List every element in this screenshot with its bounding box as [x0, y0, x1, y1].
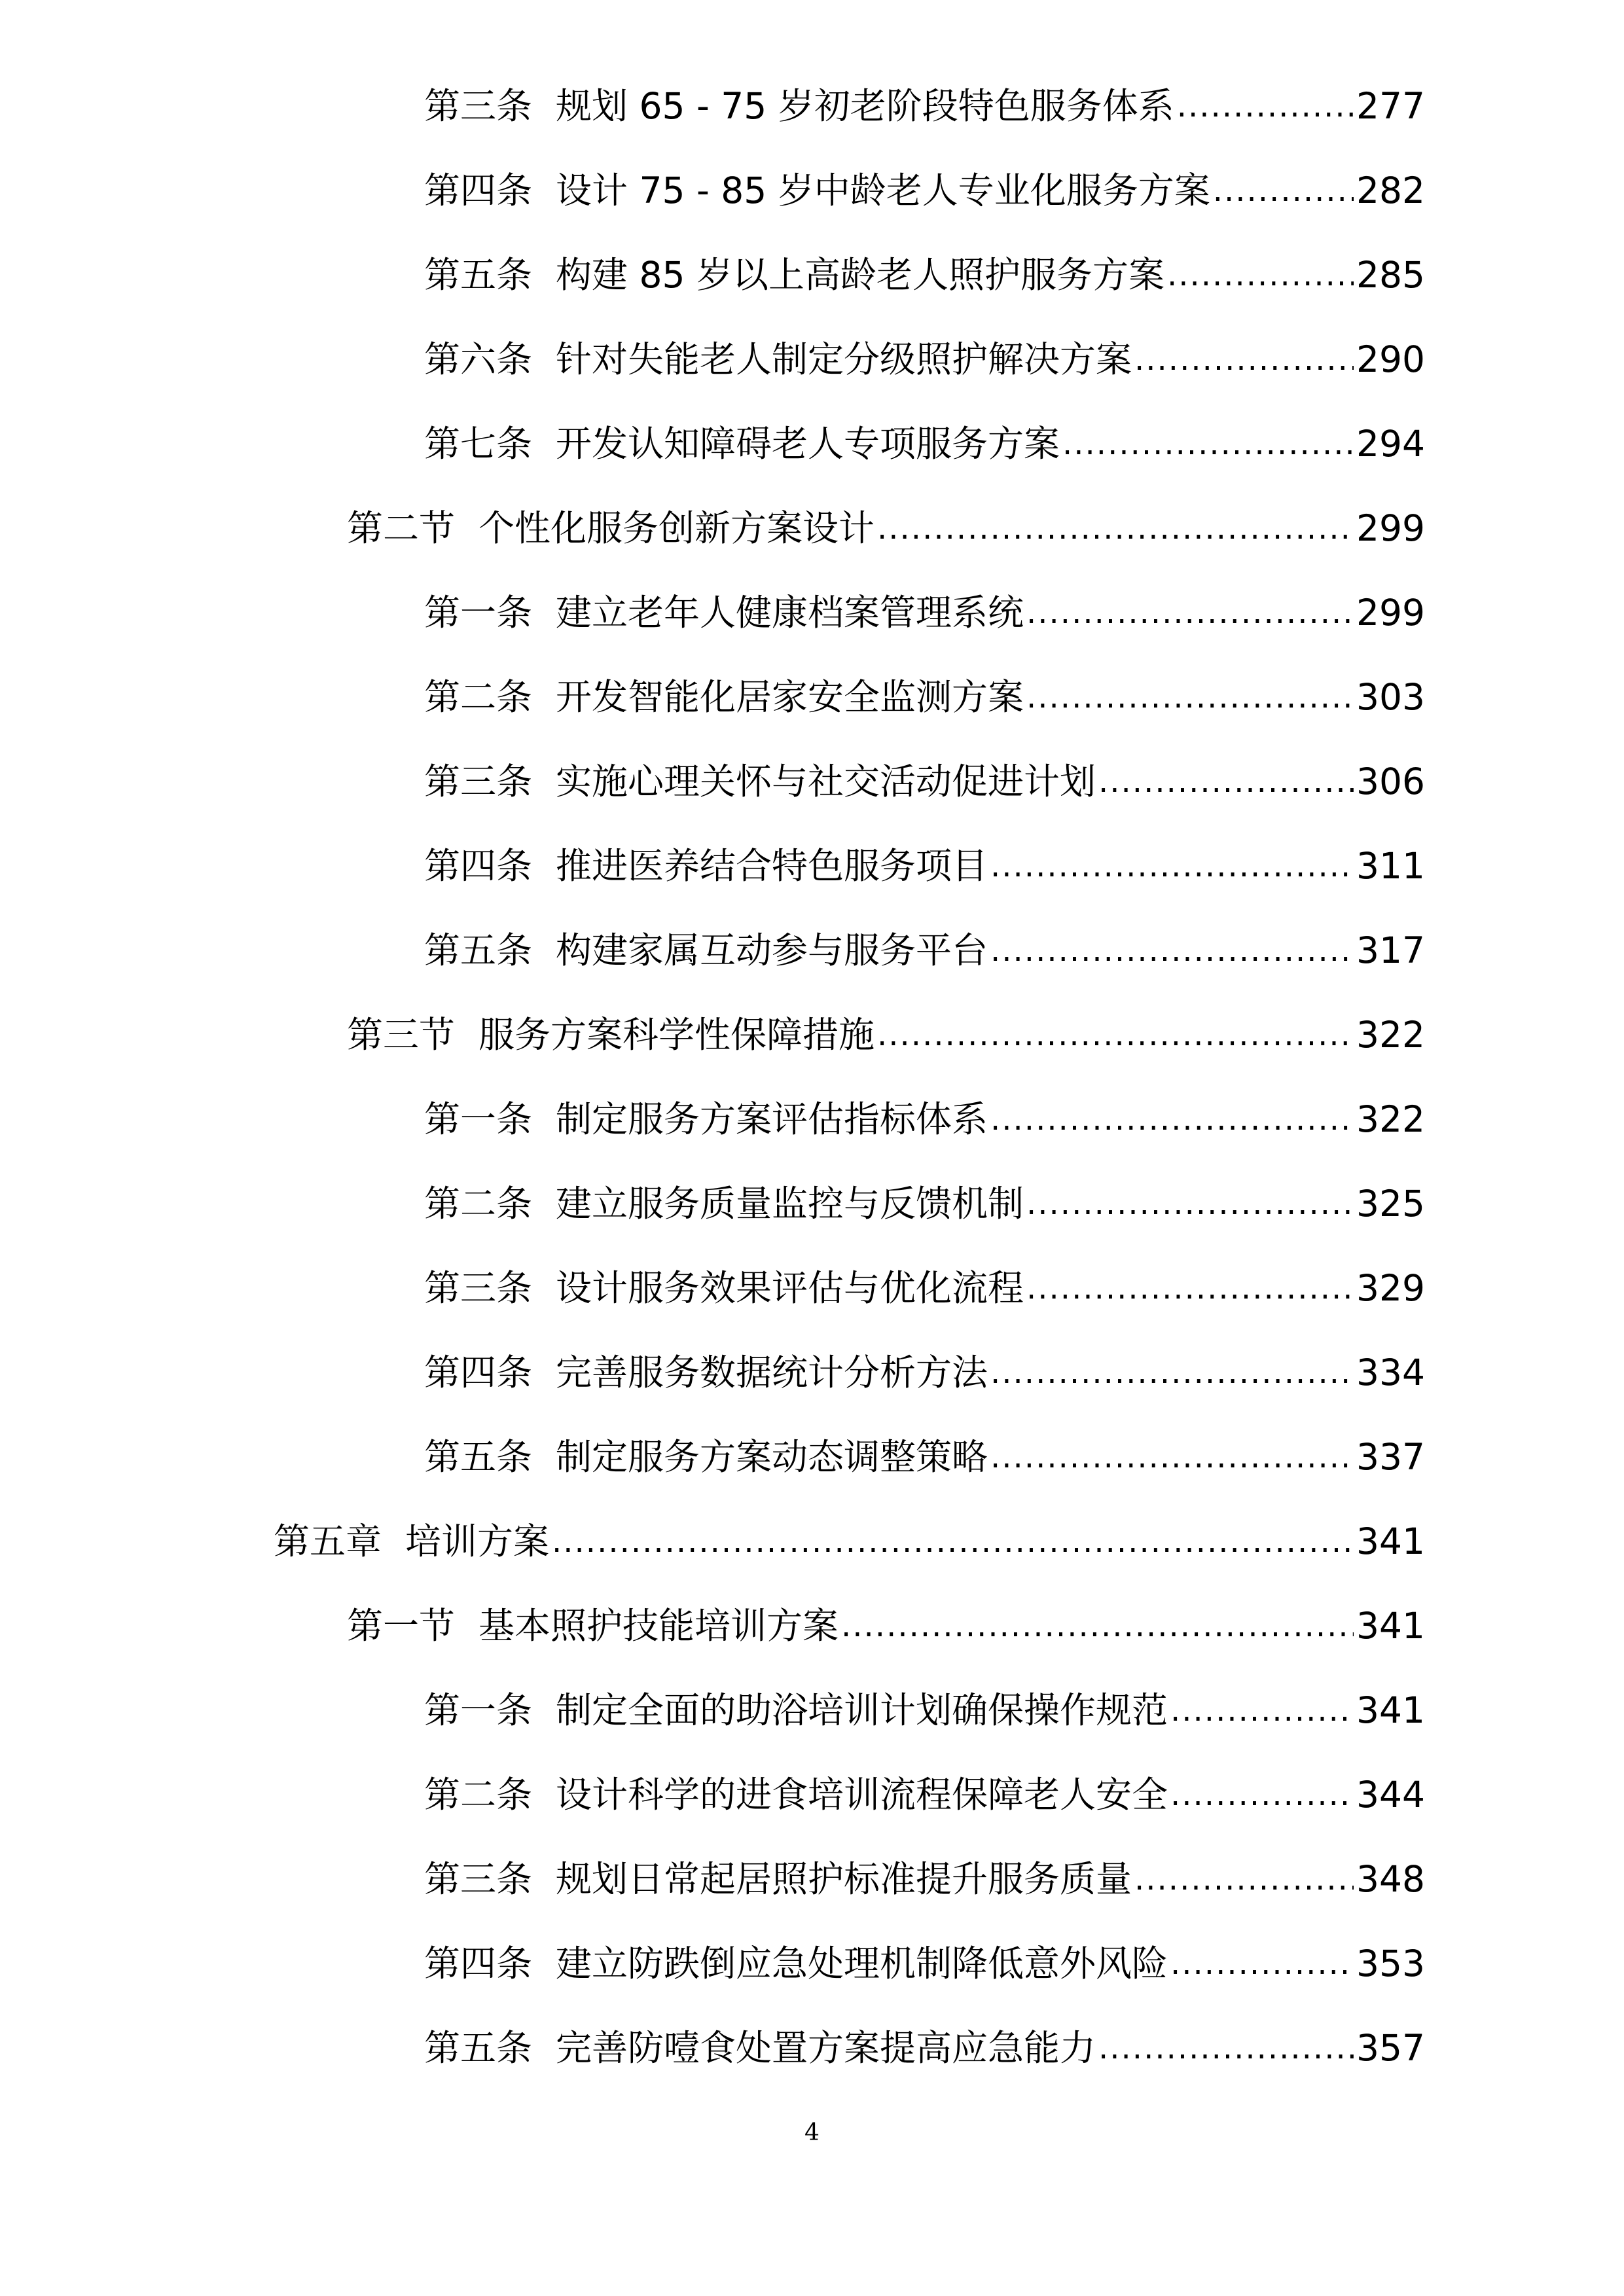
dot-leader [1026, 671, 1354, 723]
dot-leader [1213, 164, 1354, 217]
toc-entry[interactable] [424, 1937, 1425, 1990]
toc-entry-page: 344 [1356, 1774, 1425, 1816]
toc-entry-title: 构建家属互动参与服务平台 [556, 929, 988, 971]
toc-entry-title: 完善防噎食处置方案提高应急能力 [556, 2027, 1096, 2069]
toc-entry-title: 建立服务质量监控与反馈机制 [556, 1183, 1024, 1225]
toc-entry-page: 329 [1356, 1267, 1425, 1309]
toc-entry-title: 构建 85 岁以上高龄老人照护服务方案 [556, 254, 1164, 296]
toc-entry-label: 第一条 [424, 1098, 533, 1140]
toc-entry-label: 第四条 [424, 170, 533, 211]
toc-entry[interactable] [424, 1684, 1425, 1736]
toc-entry-label: 第三节 [347, 1014, 456, 1056]
toc-entry-page: 322 [1356, 1098, 1425, 1140]
dot-leader [990, 1431, 1354, 1483]
toc-entry-title: 设计科学的进食培训流程保障老人安全 [556, 1774, 1168, 1816]
toc-entry-label: 第四条 [424, 1352, 533, 1393]
toc-entry-page: 341 [1356, 1605, 1425, 1647]
toc-entry[interactable] [424, 924, 1425, 977]
toc-entry-title: 建立老年人健康档案管理系统 [556, 592, 1024, 634]
dot-leader [1170, 1937, 1354, 1990]
toc-entry-label: 第二条 [424, 676, 533, 718]
toc-entry-label: 第六条 [424, 338, 533, 380]
toc-entry[interactable] [424, 2022, 1425, 2074]
toc-entry-label: 第五条 [424, 929, 533, 971]
toc-entry-page: 341 [1356, 1520, 1425, 1562]
toc-entry-title: 设计 75 - 85 岁中龄老人专业化服务方案 [556, 170, 1210, 211]
toc-entry-title: 制定服务方案动态调整策略 [556, 1436, 988, 1478]
toc-entry-title: 培训方案 [405, 1520, 550, 1562]
toc-entry[interactable] [424, 249, 1425, 301]
toc-entry-page: 277 [1356, 85, 1425, 127]
toc-entry-page: 306 [1356, 761, 1425, 802]
toc-entry-title: 个性化服务创新方案设计 [478, 507, 875, 549]
toc-entry-title: 基本照护技能培训方案 [478, 1605, 839, 1647]
toc-entry-page: 334 [1356, 1352, 1425, 1393]
toc-entry-label: 第三条 [424, 1858, 533, 1900]
toc-entry-title: 服务方案科学性保障措施 [478, 1014, 875, 1056]
toc-entry[interactable] [274, 1515, 1425, 1568]
toc-entry-page: 317 [1356, 929, 1425, 971]
toc-entry-title: 制定服务方案评估指标体系 [556, 1098, 988, 1140]
toc-entry[interactable] [424, 1177, 1425, 1230]
toc-entry[interactable] [424, 164, 1425, 217]
toc-entry[interactable] [424, 1346, 1425, 1399]
toc-entry-page: 285 [1356, 254, 1425, 296]
dot-leader [1134, 333, 1354, 386]
toc-entry[interactable] [347, 1009, 1425, 1061]
toc-entry-label: 第五章 [274, 1520, 382, 1562]
dot-leader [1177, 80, 1354, 132]
toc-entry-label: 第四条 [424, 845, 533, 887]
toc-entry-page: 337 [1356, 1436, 1425, 1478]
toc-entry-title: 制定全面的助浴培训计划确保操作规范 [556, 1689, 1168, 1731]
toc-entry-label: 第四条 [424, 1943, 533, 1984]
toc-entry-title: 开发认知障碍老人专项服务方案 [556, 423, 1060, 465]
toc-entry-label: 第三条 [424, 1267, 533, 1309]
toc-entry-page: 325 [1356, 1183, 1425, 1225]
toc-entry-page: 294 [1356, 423, 1425, 465]
dot-leader [990, 840, 1354, 892]
dot-leader [1170, 1684, 1354, 1736]
dot-leader [877, 1009, 1354, 1061]
toc-entry-page: 341 [1356, 1689, 1425, 1731]
toc-entry-title: 设计服务效果评估与优化流程 [556, 1267, 1024, 1309]
dot-leader [841, 1600, 1354, 1652]
toc-entry[interactable] [424, 80, 1425, 132]
toc-entry-label: 第二节 [347, 507, 456, 549]
dot-leader [990, 1346, 1354, 1399]
toc-entry-label: 第一节 [347, 1605, 456, 1647]
toc-entry[interactable] [424, 418, 1425, 470]
dot-leader [1170, 1768, 1354, 1821]
toc-entry-label: 第一条 [424, 592, 533, 634]
toc-entry[interactable] [424, 1262, 1425, 1314]
toc-entry-title: 推进医养结合特色服务项目 [556, 845, 988, 887]
dot-leader [1026, 1262, 1354, 1314]
dot-leader [990, 1093, 1354, 1145]
toc-entry[interactable] [347, 1600, 1425, 1652]
dot-leader [552, 1515, 1354, 1568]
toc-entry-label: 第五条 [424, 254, 533, 296]
toc-entry-label: 第五条 [424, 1436, 533, 1478]
toc-entry-label: 第五条 [424, 2027, 533, 2069]
toc-entry-title: 针对失能老人制定分级照护解决方案 [556, 338, 1132, 380]
toc-entry-label: 第一条 [424, 1689, 533, 1731]
toc-entry-title: 实施心理关怀与社交活动促进计划 [556, 761, 1096, 802]
toc-entry-title: 建立防跌倒应急处理机制降低意外风险 [556, 1943, 1168, 1984]
dot-leader [1167, 249, 1354, 301]
toc-entry-title: 开发智能化居家安全监测方案 [556, 676, 1024, 718]
toc-entry-label: 第二条 [424, 1183, 533, 1225]
toc-entry[interactable] [347, 502, 1425, 554]
toc-entry-title: 完善服务数据统计分析方法 [556, 1352, 988, 1393]
toc-entry-page: 353 [1356, 1943, 1425, 1984]
page-number: 4 [804, 2119, 820, 2146]
dot-leader [1026, 1177, 1354, 1230]
toc-entry-label: 第七条 [424, 423, 533, 465]
dot-leader [1026, 586, 1354, 639]
toc-entry[interactable] [424, 1431, 1425, 1483]
toc-entry-label: 第三条 [424, 85, 533, 127]
toc-entry-title: 规划 65 - 75 岁初老阶段特色服务体系 [556, 85, 1174, 127]
toc-entry-page: 311 [1356, 845, 1425, 887]
toc-entry[interactable] [424, 1853, 1425, 1905]
toc-entry-page: 322 [1356, 1014, 1425, 1056]
toc-entry-page: 290 [1356, 338, 1425, 380]
dot-leader [1098, 2022, 1354, 2074]
toc-entry-label: 第三条 [424, 761, 533, 802]
toc-entry-page: 348 [1356, 1858, 1425, 1900]
toc-entry[interactable] [424, 755, 1425, 808]
toc-entry[interactable] [424, 1093, 1425, 1145]
dot-leader [1062, 418, 1354, 470]
toc-entry-page: 299 [1356, 507, 1425, 549]
toc-entry-page: 282 [1356, 170, 1425, 211]
toc-entry-page: 299 [1356, 592, 1425, 634]
toc-entry-title: 规划日常起居照护标准提升服务质量 [556, 1858, 1132, 1900]
dot-leader [877, 502, 1354, 554]
toc-entry[interactable] [424, 840, 1425, 892]
dot-leader [1098, 755, 1354, 808]
toc-entry[interactable] [424, 333, 1425, 386]
toc-entry[interactable] [424, 1768, 1425, 1821]
dot-leader [1134, 1853, 1354, 1905]
toc-entry-label: 第二条 [424, 1774, 533, 1816]
toc-entry-page: 303 [1356, 676, 1425, 718]
toc-entry[interactable] [424, 586, 1425, 639]
toc-entry[interactable] [424, 671, 1425, 723]
dot-leader [990, 924, 1354, 977]
toc-entry-page: 357 [1356, 2027, 1425, 2069]
